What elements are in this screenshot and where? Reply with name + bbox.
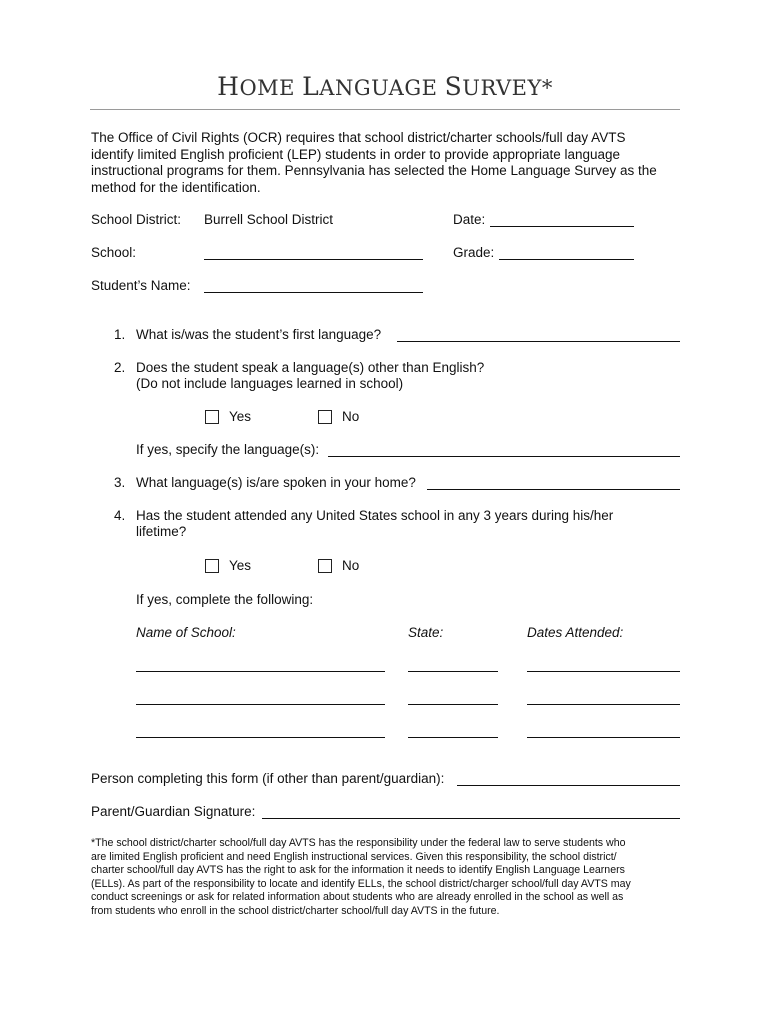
question-2-text: Does the student speak a language(s) other than English?: [136, 360, 485, 375]
school-field[interactable]: [204, 259, 423, 260]
question-3-number: 3.: [114, 475, 126, 490]
q2-no-label: No: [342, 409, 360, 424]
q4-complete-label: If yes, complete the following:: [136, 592, 314, 607]
question-1-number: 1.: [114, 327, 126, 342]
first-language-field[interactable]: [397, 341, 680, 342]
grade-label: Grade:: [453, 245, 495, 260]
title-rule: [90, 109, 680, 110]
person-completing-field[interactable]: [457, 785, 680, 786]
footnote: [91, 837, 691, 919]
q2-yes-label: Yes: [229, 409, 252, 424]
question-2-number: 2.: [114, 360, 126, 375]
person-completing-label: Person completing this form (if other than parent/guardian):: [91, 771, 445, 786]
state-field[interactable]: [408, 737, 498, 738]
intro-paragraph: [91, 130, 683, 196]
q2-specify-field[interactable]: [328, 456, 680, 457]
student-name-label: Student’s Name:: [91, 278, 191, 293]
school-name-field[interactable]: [136, 671, 385, 672]
state-field[interactable]: [408, 671, 498, 672]
q4-yes-checkbox[interactable]: [205, 559, 219, 573]
dates-attended-field[interactable]: [527, 671, 680, 672]
state-field[interactable]: [408, 704, 498, 705]
footnote-line: charter school/full day AVTS has the right to ask for the information it needs to identify English Language Learners: [91, 864, 625, 877]
intro-line: identify limited English proficient (LEP) students in order to provide appropriate language: [91, 146, 621, 162]
q2-yes-checkbox[interactable]: [205, 410, 219, 424]
column-header-dates: Dates Attended:: [527, 625, 624, 640]
date-field[interactable]: [490, 226, 634, 227]
intro-line: instructional programs for them. Pennsylvania has selected the Home Language Survey as the: [91, 163, 657, 178]
student-name-field[interactable]: [204, 292, 423, 293]
parent-signature-field[interactable]: [262, 818, 680, 819]
school-name-field[interactable]: [136, 704, 385, 705]
q4-yes-label: Yes: [229, 558, 252, 573]
school-label: School:: [91, 245, 137, 260]
page-title: HOME LANGUAGE SURVEY*: [217, 72, 553, 101]
parent-signature-label: Parent/Guardian Signature:: [91, 804, 256, 819]
question-3-text: What language(s) is/are spoken in your home?: [136, 475, 416, 490]
dates-attended-field[interactable]: [527, 704, 680, 705]
q4-no-label: No: [342, 558, 360, 573]
intro-line: method for the identification.: [91, 179, 261, 195]
date-label: Date:: [453, 212, 486, 227]
question-1-text: What is/was the student’s first language?: [136, 327, 382, 342]
column-header-school-name: Name of School:: [136, 625, 236, 640]
q2-specify-label: If yes, specify the language(s):: [136, 442, 320, 457]
footnote-line: (ELLs). As part of the responsibility to locate and identify ELLs, the school district/charger school/full day AVTS may: [91, 877, 631, 890]
question-4-text: Has the student attended any United States school in any 3 years during his/her: [136, 508, 614, 523]
intro-line: The Office of Civil Rights (OCR) requires that school district/charter schools/full day AVTS: [91, 130, 626, 145]
school-district-label: School District:: [91, 212, 182, 227]
school-name-field[interactable]: [136, 737, 385, 738]
footnote-line: conduct screenings or ask for related information about students who are already enrolled in the school as well as: [91, 891, 624, 904]
footnote-line: *The school district/charter school/full day AVTS has the responsibility under the federal law to serve students who: [91, 837, 626, 849]
q2-no-checkbox[interactable]: [318, 410, 332, 424]
footnote-line: from students who enroll in the school district/charter school/full day AVTS in the future.: [91, 904, 500, 917]
question-2-note: (Do not include languages learned in school): [136, 376, 404, 391]
q4-no-checkbox[interactable]: [318, 559, 332, 573]
dates-attended-field[interactable]: [527, 737, 680, 738]
grade-field[interactable]: [499, 259, 634, 260]
question-4-number: 4.: [114, 508, 126, 523]
footnote-line: are limited English proficient and need English instructional services. Given this responsibility, the school district/: [91, 850, 617, 863]
home-language-field[interactable]: [427, 489, 680, 490]
question-4-text-cont: lifetime?: [136, 524, 187, 539]
column-header-state: State:: [408, 625, 444, 640]
school-district-value[interactable]: Burrell School District: [204, 212, 334, 227]
